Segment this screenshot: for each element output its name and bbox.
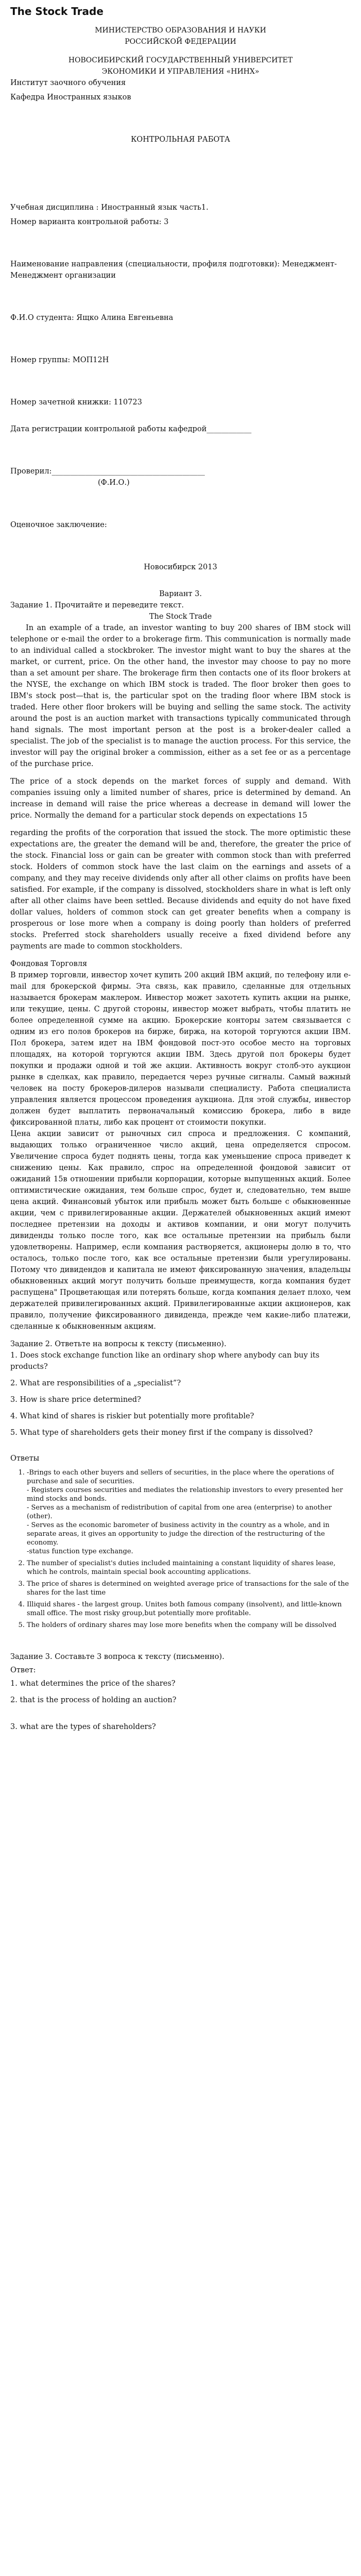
task3-question-1: 1. what determines the price of the shares? [10,1680,176,1688]
document [5,0,356,1733]
task1-heading: Задание 1. Прочитайте и переведите текст. [10,601,184,609]
answer-item [27,1468,351,1556]
ministry-line-1: МИНИСТЕРСТВО ОБРАЗОВАНИЯ И НАУКИ [95,26,266,35]
gradebook-number: Номер зачетной книжки: 110723 [10,398,142,406]
university-line-1: НОВОСИБИРСКИЙ ГОСУДАРСТВЕННЫЙ УНИВЕРСИТЕТ [68,56,293,64]
work-type: КОНТРОЛЬНАЯ РАБОТА [131,135,230,144]
city-year: Новосибирск 2013 [144,563,217,571]
answer-line: - Serves as the economic barometer of business activity in the country as a whole, and in separate areas, it gives an opportunity to judge the direction of the restructuring of the economy. [27,1521,330,1547]
task3-question-3: 3. what are the types of shareholders? [10,1723,156,1731]
answer-item: 2. The number of specialist's duties included maintaining a constant liquidity of shares lease, which he controls, maintain special book accounting applications. [27,1559,351,1577]
page-title: The Stock Trade [10,5,104,18]
answer-line: 1. -Brings to each other buyers and sellers of securities, in the place where the operations of purchase and sale of securities. [27,1469,334,1485]
question-item: 2. What are responsibilities of a „specialist”? [10,1379,181,1387]
question-item: 5. What type of shareholders gets their money first if the company is dissolved? [10,1429,313,1437]
university-line-2: ЭКОНОМИКИ И УПРАВЛЕНИЯ «НИНХ» [101,67,260,76]
answer-item: 4. Illiquid shares - the largest group. Unites both famous company (insolvent), and little-known small office. The most risky group,but potentially more profitable. [27,1600,351,1618]
task2-questions [10,1350,351,1438]
answers-list [10,1468,351,1630]
text-title: The Stock Trade [149,613,212,621]
answers-heading: Ответы [10,1454,40,1463]
group-number: Номер группы: МОП12Н [10,356,109,364]
checked-by: Проверил:_________________________________________ [10,467,205,476]
answer-line: - Serves as a mechanism of redistribution of capital from one area (enterprise) to another (other). [27,1504,332,1520]
text-paragraph-3: regarding the profits of the corporation that issued the stock. The more optimistic these expectations are, the greater the demand will be and, therefore, the greater the price of the stock. Financial loss or gain can be greater with common stock than with preferred stock. Holders of common stock have the last claim on the earnings and assets of a company, and they may receive dividends only after all other claims on profits have been satisfied. For example, if the company is dissolved, stockholders share in what is left only after all other claims have been settled. Because dividends and equity do not have fixed dollar values, holders of common stock can get greater benefits when a company is prosperous or lose more when a company is doing poorly than holders of preferred stocks. Preferred stock shareholders usually receive a fixed dividend before any payments are made to common stockholders. [10,829,351,951]
question-item: 4. What kind of shares is riskier but potentially more profitable? [10,1412,254,1420]
ministry-line-2: РОССИЙСКОЙ ФЕДЕРАЦИИ [125,38,236,46]
task3-question-2: 2. that is the process of holding an auction? [10,1696,177,1704]
answer-item: 3. The price of shares is determined on weighted average price of transactions for the sale of the shares for the last time [27,1580,351,1597]
text-paragraph-1: In an example of a trade, an investor wanting to buy 200 shares of IBM stock will telephone or e-mail the order to a brokerage firm. This communication is normally made to an individual called a stockbroker. The investor might want to buy the shares at the market, or current, price. On the other hand, the investor may choose to pay no more than a set amount per share. The brokerage firm then contacts one of its floor brokers at the NYSE, the exchange on which IBM stock is traded. The floor broker then goes to IBM's stock post—that is, the particular spot on the trading floor where IBM stock is traded. Here other floor brokers will be buying and selling the same stock. The activity around the post is an auction market with transactions typically communicated through hand signals. The most important person at the post is a broker-dealer called a specialist. The job of the specialist is to manage the auction process. For this service, the investor will pay the original broker a commission, either as a set fee or as a percentage of the purchase price. [10,624,351,768]
study-direction: Наименование направления (специальности, профиля подготовки): Менеджмент- Менеджмент организации [10,260,337,280]
translation-title: Фондовая Торговля [10,960,88,968]
question-item: 1. Does stock exchange function like an ordinary shop where anybody can buy its products? [10,1351,320,1371]
checker-fio: (Ф.И.О.) [98,479,130,487]
title-page-header [10,25,351,77]
discipline: Учебная дисциплина : Иностранный язык часть1. [10,204,209,212]
task2-heading: Задание 2. Ответьте на вопросы к тексту (письменно). [10,1340,227,1348]
task3-heading: Задание 3. Составьте 3 вопроса к тексту (письменно). [10,1653,225,1661]
variant-label: Вариант 3. [159,590,202,598]
registration-date: Дата регистрации контрольной работы кафедрой____________ [10,425,252,433]
assessment: Оценочное заключение: [10,521,107,529]
department: Кафедра Иностранных языков [10,93,131,101]
answer-line: - Registers courses securities and mediates the relationship investors to every presented her mind stocks and bonds. [27,1486,343,1503]
answer-line: -status function type exchange. [27,1548,133,1555]
student-name: Ф.И.О студента: Ящко Алина Евгеньевна [10,314,174,322]
institute: Институт заочного обучения [10,79,126,87]
text-paragraph-2: The price of a stock depends on the market forces of supply and demand. With companies issuing only a limited number of shares, price is determined by demand. An increase in demand will raise the price whereas a decrease in demand will lower the price. Normally the demand for a particular stock depends on expectations 15 [10,777,351,820]
question-item: 3. How is share price determined? [10,1396,141,1404]
task3-answer-label: Ответ: [10,1666,36,1674]
variant-number: Номер варианта контрольной работы: 3 [10,218,169,226]
translation-text: В пример торговли, инвестор хочет купить 200 акций IBM акций, по телефону или e-mail для брокерской фирмы. Эта связь, как правило, сделанные для отдельных называется брокерам маклером. Инвестор может захотеть купить акции на рынке, или текущие, цены. С другой стороны, инвестор может выбрать, чтобы платить не более определенной сумме на акцию. Брокерские конторы затем связывается с одним из его полов брокеров на бирже, биржа, на которой торгуются акции IBM. Пол брокера, затем идет на IBM фондовой пост-это особое место на торговых площадях, на которой торгуются акции IBM. Здесь другой пол брокеры будет покупки и продажи одной и той же акции. Активность вокруг столб-это аукцион рынке в сделках, как правило, передается через ручные сигналы. Самый важный человек на посту брокеров-дилеров называли специалисту. Работа специалиста управления является процессом проведения аукциона. Для этой службы, инвестор должен будет выплатить первоначальный комиссию брокера, либо в виде фиксированной платы, либо как процент от стоимости покупки. Цена акции зависит от рыночных сил спроса и предложения. С компаний, выдающих только ограниченное число акций, цена определяется спросом. Увеличение спроса будет поднять цены, тогда как уменьшение спроса приведет к снижению цены. Как правило, спрос на определенной фондовой зависит от ожиданий 15в отношении прибыли корпорации, которые выпущенных акций. Более оптимистические ожидания, тем больше спрос, будет и, следовательно, тем выше цена акций. Финансовый убыток или прибыль может быть больше с обыкновенные акции, чем с привилегированные акции. Держателей обыкновенных акций имеют последнее претензии на доходы и активов компании, и они могут получить дивиденды только после того, как все остальные претензии на прибыль были удовлетворены. Например, если компания растворяется, акционеры долю в то, что осталось, только после того, как все остальные претензии были урегулированы. Потому что дивидендов и капитала не имеют фиксированную значения, владельцы обыкновенных акций могут получить больше преимуществ, когда компания будет распущена" Процветающая или потерять больше, когда компания делает плохо, чем держателей привилегированных акций. Привилегированные акции акционеров, как правило, получение фиксированного дивиденда, прежде чем какие-либо платежи, сделанные к обыкновенным акциям. [10,971,351,1331]
answer-item: 5. The holders of ordinary shares may lose more benefits when the company will be dissolved [27,1621,351,1630]
